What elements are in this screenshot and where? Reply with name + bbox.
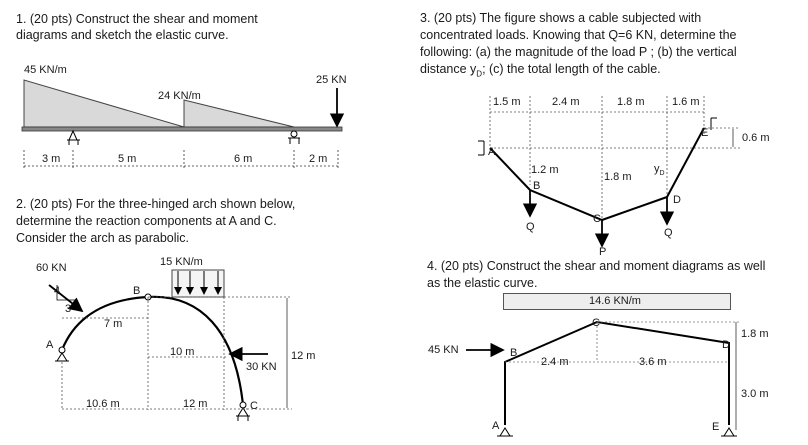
p1-beam <box>22 127 342 131</box>
p2-label-a: A <box>46 339 54 351</box>
p3-dim-3: 1.8 m <box>617 96 645 108</box>
problem-1-line-1: 1. (20 pts) Construct the shear and moment <box>16 12 258 26</box>
p3-yd-label <box>654 163 665 177</box>
p3-dim-1-8m: 1.8 m <box>604 171 632 183</box>
p2-dim-10-6m: 10.6 m <box>86 398 120 410</box>
problem-1-line-2: diagrams and sketch the elastic curve. <box>16 28 229 42</box>
p4-dim-1-8m: 1.8 m <box>741 328 769 340</box>
p2-point-load-label: 30 KN <box>246 361 277 373</box>
p1-pin-support <box>67 131 80 145</box>
p4-dim-2-4m: 2.4 m <box>541 356 569 368</box>
problem-3-line-1: 3. (20 pts) The figure shows a cable subjected with <box>420 11 702 25</box>
p3-dim-1-2m: 1.2 m <box>531 164 559 176</box>
p1-dim-3: 6 m <box>234 153 253 165</box>
problem-4-line-2: as the elastic curve. <box>427 276 538 290</box>
p3-label-q1: Q <box>526 221 535 233</box>
p1-point-load-label: 25 KN <box>316 74 347 86</box>
p2-force-label: 60 KN <box>36 262 67 274</box>
p3-label-b: B <box>533 180 541 192</box>
p1-triangular-load-left <box>24 80 184 127</box>
p3-label-e: E <box>701 127 709 139</box>
p3-dim-1: 1.5 m <box>493 96 521 108</box>
p4-label-c: C <box>592 317 600 329</box>
p4-label-e: E <box>712 421 720 433</box>
problem-3-line-2: concentrated loads. Knowing that Q=6 KN, determine the <box>420 28 737 42</box>
problem-2-line-3: Consider the arch as parabolic. <box>16 231 190 245</box>
p4-frame <box>505 322 729 425</box>
problem-3-line-4-start: distance y <box>420 62 477 76</box>
problem-3-line-4-sub: D <box>476 69 483 79</box>
p4-dim-3-6m: 3.6 m <box>639 356 667 368</box>
p2-dim-12m-h: 12 m <box>183 398 208 410</box>
p4-dist-load-label: 14.6 KN/m <box>589 295 641 307</box>
p3-dim-2: 2.4 m <box>552 96 580 108</box>
p2-dim-7m: 7 m <box>104 318 123 330</box>
p3-dim-0-6m: 0.6 m <box>742 132 770 144</box>
p4-frame-figure <box>466 322 740 436</box>
p2-arch <box>62 297 243 405</box>
p3-label-a: A <box>488 146 496 158</box>
p3-label-c: C <box>593 213 601 225</box>
problem-2-line-2: determine the reaction components at A and C. <box>16 214 277 228</box>
p3-yd-letter: y <box>654 163 660 175</box>
p4-dim-3-0m: 3.0 m <box>741 388 769 400</box>
p2-slope-v: 4 <box>54 285 61 297</box>
p2-slope-h: 3 <box>65 303 72 315</box>
p3-yd-sub: D <box>659 170 665 178</box>
p3-dim-4: 1.6 m <box>672 96 700 108</box>
p2-dim-10m: 10 m <box>170 346 195 358</box>
problem-4-line-1: 4. (20 pts) Construct the shear and moment diagrams as well <box>427 259 766 273</box>
p1-triangular-load-mid <box>184 100 294 127</box>
p1-roller-support <box>288 131 300 144</box>
p1-dim-4: 2 m <box>309 153 328 165</box>
problem-3-line-3: following: (a) the magnitude of the load P ; (b) the vertical <box>420 45 737 59</box>
problem-2-line-1: 2. (20 pts) For the three-hinged arch shown below, <box>16 197 296 211</box>
p4-force-label: 45 KN <box>428 344 459 356</box>
p3-cable <box>490 128 704 220</box>
p3-label-d: D <box>673 194 681 206</box>
p2-label-c: C <box>250 400 258 412</box>
p3-label-p: P <box>599 246 607 258</box>
problem-3-line-4-rest: ; (c) the total length of the cable. <box>482 62 661 76</box>
p2-distributed-load <box>172 270 224 297</box>
p1-load-mid-label: 24 KN/m <box>158 90 201 102</box>
p1-dim-2: 5 m <box>118 153 137 165</box>
p4-label-b: B <box>510 347 518 359</box>
p4-label-d: D <box>722 339 730 351</box>
problem-3-line-4 <box>420 61 661 83</box>
p2-label-b: B <box>133 285 141 297</box>
p2-dist-load-label: 15 KN/m <box>160 256 203 268</box>
p3-label-q2: Q <box>664 227 673 239</box>
p2-dim-12m-v: 12 m <box>291 350 316 362</box>
p1-load-left-label: 45 KN/m <box>24 64 67 76</box>
p1-dim-1: 3 m <box>42 153 61 165</box>
p4-label-a: A <box>492 420 500 432</box>
